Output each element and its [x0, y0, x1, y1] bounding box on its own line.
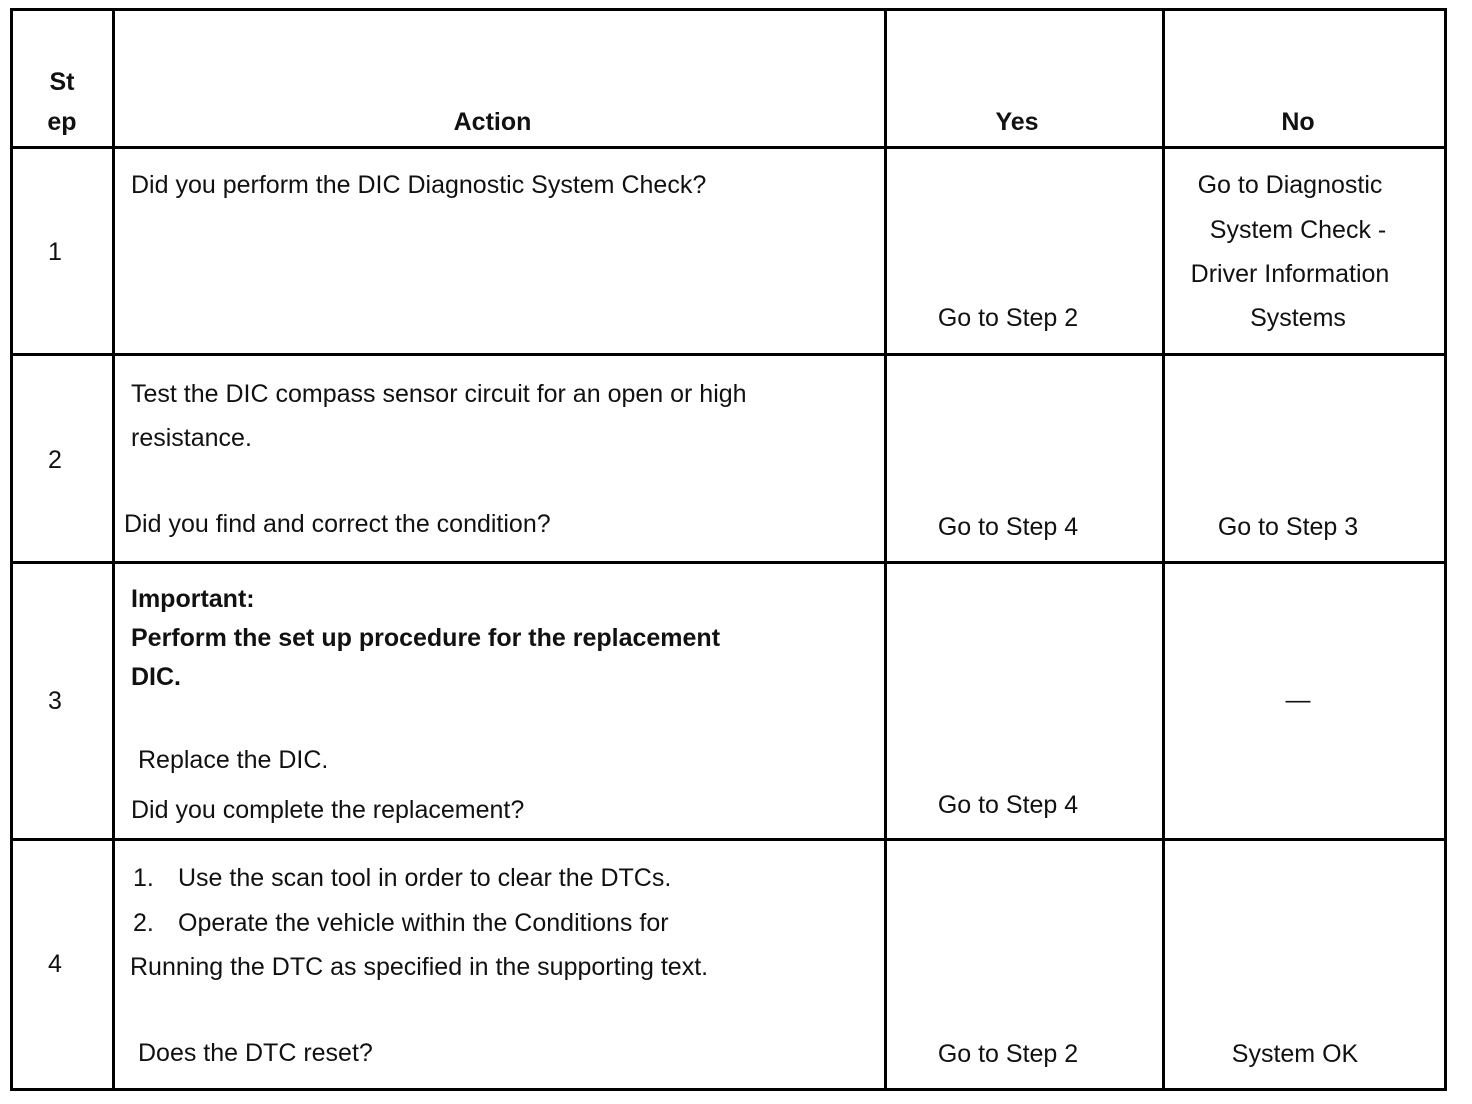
action-text: Replace the DIC. — [138, 746, 329, 774]
important-text: DIC. — [131, 663, 181, 691]
no-result: System OK — [1231, 1040, 1359, 1068]
important-label: Important: — [131, 585, 255, 613]
header-no: No — [1281, 108, 1315, 136]
step-number: 2 — [48, 446, 62, 474]
yes-result: Go to Step 4 — [937, 791, 1079, 819]
yes-result: Go to Step 2 — [937, 304, 1079, 332]
no-result: Go to Step 3 — [1217, 513, 1359, 541]
action-text: Did you perform the DIC Diagnostic System Check? — [131, 171, 707, 199]
row-divider-header — [10, 146, 1447, 149]
step-number: 1 — [48, 238, 62, 266]
no-result: — — [1285, 686, 1311, 714]
no-result-line: Driver Information — [1190, 260, 1390, 288]
step-number: 3 — [48, 687, 62, 715]
action-text: Test the DIC compass sensor circuit for an open or high — [131, 380, 747, 408]
row-divider-2 — [10, 561, 1447, 564]
table-border-top — [10, 8, 1447, 11]
action-text: Running the DTC as specified in the supporting text. — [130, 953, 709, 981]
column-divider-step — [112, 8, 115, 1091]
no-result-line: System Check - — [1209, 216, 1387, 244]
list-item-text: Use the scan tool in order to clear the DTCs. — [178, 864, 672, 892]
header-step-line1: St — [49, 68, 75, 96]
no-result-line: Systems — [1250, 304, 1346, 332]
no-result-line: Go to Diagnostic — [1197, 171, 1383, 199]
header-step-line2: ep — [47, 108, 77, 136]
list-number: 1. — [133, 864, 154, 892]
list-number: 2. — [133, 909, 154, 937]
table-border-right — [1444, 8, 1447, 1091]
table-border-left — [10, 8, 13, 1091]
action-question: Does the DTC reset? — [138, 1039, 373, 1067]
header-action: Action — [453, 108, 532, 136]
action-question: Did you complete the replacement? — [131, 796, 525, 824]
column-divider-action — [884, 8, 887, 1091]
row-divider-1 — [10, 353, 1447, 356]
important-text: Perform the set up procedure for the replacement — [131, 624, 721, 652]
action-text: resistance. — [131, 424, 252, 452]
step-number: 4 — [48, 950, 62, 978]
column-divider-yes — [1162, 8, 1165, 1091]
list-item-text: Operate the vehicle within the Conditions for — [178, 909, 669, 937]
yes-result: Go to Step 4 — [937, 513, 1079, 541]
header-yes: Yes — [995, 108, 1039, 136]
yes-result: Go to Step 2 — [937, 1040, 1079, 1068]
row-divider-3 — [10, 838, 1447, 841]
action-question: Did you find and correct the condition? — [124, 510, 551, 538]
table-border-bottom — [10, 1088, 1447, 1091]
